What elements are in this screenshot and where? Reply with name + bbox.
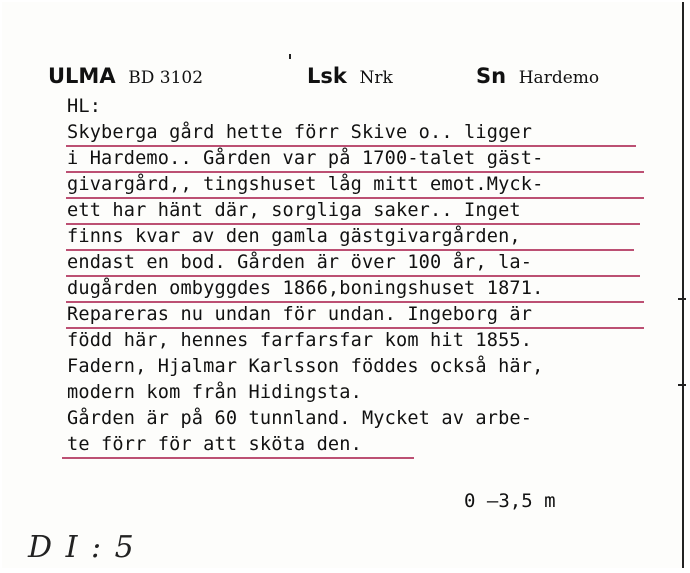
text-line: född här, hennes farfarsfar kom hit 1855.: [67, 330, 533, 351]
parish-value: Hardemo: [518, 68, 600, 88]
province-label: Lsk: [307, 64, 347, 88]
distance-note: 0 —3,5 m: [464, 490, 556, 512]
archive-header: [48, 64, 203, 88]
record-number: BD 3102: [128, 68, 204, 88]
underline-mark: [66, 275, 640, 277]
archive-name: ULMA: [48, 64, 116, 88]
underline-mark: [66, 197, 644, 199]
underline-mark: [66, 327, 644, 329]
edge-tick: [678, 384, 686, 386]
text-line: ett har hänt där, sorgliga saker.. Inget: [67, 200, 521, 221]
text-line: modern kom från Hidingsta.: [67, 382, 362, 403]
parish-field: [476, 64, 599, 88]
text-line: te förr för att sköta den.: [67, 434, 362, 455]
text-line: Fadern, Hjalmar Karlsson föddes också här,: [67, 356, 544, 377]
underline-mark: [66, 301, 644, 303]
province-value: Nrk: [359, 68, 393, 88]
text-line: i Hardemo.. Gården var på 1700-talet gäst-: [67, 148, 544, 169]
underline-mark: [66, 249, 634, 251]
underline-mark: [66, 171, 644, 173]
text-line: finns kvar av den gamla gästgivargården,: [67, 226, 521, 247]
text-line: Skyberga gård hette förr Skive o.. ligger: [67, 122, 533, 143]
text-line: endast en bod. Gården är över 100 år, la-: [67, 252, 533, 273]
handwritten-annotation: D I : 5: [28, 530, 136, 565]
text-line: givargård,, tingshuset låg mitt emot.Myck-: [67, 174, 544, 195]
text-line: dugården ombyggdes 1866,boningshuset 1871.: [67, 278, 544, 299]
text-line: Gården är på 60 tunnland. Mycket av arbe-: [67, 408, 533, 429]
underline-mark: [66, 223, 640, 225]
archive-card: [2, 2, 684, 568]
text-line: HL:: [67, 96, 102, 117]
underline-mark: [62, 457, 414, 459]
parish-label: Sn: [476, 64, 507, 88]
ink-speck: [289, 54, 291, 59]
underline-mark: [66, 145, 636, 147]
text-line: Repareras nu undan för undan. Ingeborg är: [67, 304, 533, 325]
edge-tick: [678, 298, 686, 300]
province-field: [307, 64, 393, 88]
